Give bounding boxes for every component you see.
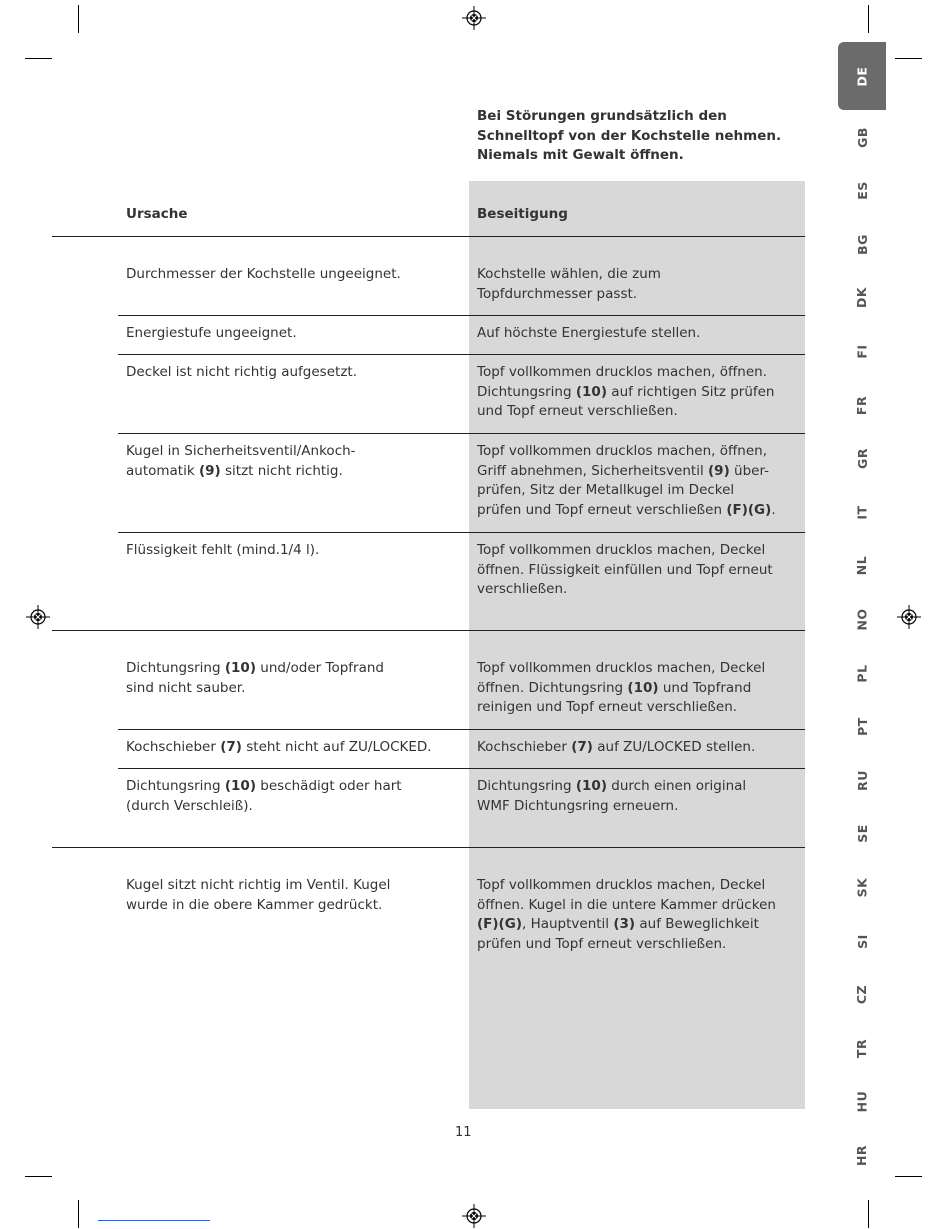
text-segment: wurde in die obere Kammer gedrückt. [126,896,383,913]
cause-line [126,876,456,896]
language-tab-label: SK [854,877,870,898]
language-tab-label: SE [854,824,870,844]
text-segment: steht nicht auf ZU/LOCKED. [241,739,432,755]
part-reference: (10) [627,679,659,696]
text-segment: Flüssigkeit fehlt (mind.1/4 l). [126,542,320,558]
text-segment: Dichtungsring [477,778,576,794]
notice-line: Schnelltopf von der Kochstelle nehmen. [477,127,782,144]
remedy-line [477,580,795,600]
text-segment: durch einen original [607,778,747,794]
cause-cell [126,442,456,481]
language-tab-fr[interactable] [838,378,886,432]
cause-line [126,738,456,758]
part-reference: (10) [224,660,256,676]
remedy-line [477,383,795,403]
remedy-line [477,265,795,285]
text-segment: Topfdurchmesser passt. [477,285,638,302]
remedy-line [477,738,795,758]
text-segment: prüfen und Topf erneut verschließen [477,501,727,518]
text-segment: , Hauptventil [521,916,614,932]
section-divider [52,630,805,631]
cause-cell [126,541,456,561]
remedy-line [477,324,795,344]
remedy-line [477,285,795,305]
crop-mark [895,1176,922,1177]
remedy-line [477,659,795,679]
language-tab-label: DE [854,66,870,86]
language-tab-bg[interactable] [838,217,886,271]
remedy-line [477,915,795,935]
text-segment: Auf höchste Energiestufe stellen. [477,325,701,341]
cause-line [126,462,456,482]
language-tab-label: RU [854,769,870,791]
text-segment: öffnen. Dichtungsring [477,679,628,696]
remedy-column-background [469,181,805,1109]
crop-mark [868,1200,869,1228]
row-divider [118,433,805,434]
text-segment: öffnen. Flüssigkeit einfüllen und Topf erneut [477,561,773,578]
language-tab-label: BG [854,233,870,255]
language-tab-label: GR [854,448,870,470]
language-tab-hu[interactable] [838,1075,886,1129]
cause-cell [126,324,456,344]
link-underline [98,1220,210,1221]
language-tab-hr[interactable] [838,1128,886,1182]
text-segment: Dichtungsring [477,383,576,400]
language-tab-de[interactable] [838,42,886,110]
remedy-cell [477,324,795,344]
crop-mark [78,5,79,33]
remedy-line [477,541,795,561]
crop-mark [78,1200,79,1228]
cause-line [126,541,456,561]
language-tab-label: GB [854,126,870,148]
notice-line: Bei Störungen grundsätzlich den [477,108,727,124]
part-reference: (F)(G) [477,916,522,932]
crop-mark [25,58,52,59]
remedy-line [477,481,795,501]
remedy-cell [477,738,795,758]
text-segment: beschädigt oder hart [256,778,402,794]
language-tab-label: CZ [854,984,870,1005]
remedy-line [477,561,795,581]
row-divider [118,532,805,533]
part-reference: (9) [198,462,221,479]
part-reference: (10) [224,778,256,794]
language-tab-label: SI [854,933,870,949]
language-tab-label: DK [854,287,870,309]
section-divider [52,236,805,237]
text-segment: auf richtigen Sitz prüfen [607,383,775,400]
cause-line [126,679,456,699]
language-tab-label: FR [854,395,870,415]
row-divider [118,315,805,316]
text-segment: Kochschieber [477,739,572,755]
language-tab-label: NO [854,608,870,631]
language-tab-label: PT [854,717,870,736]
text-segment: WMF Dichtungsring erneuern. [477,797,679,814]
remedy-line [477,462,795,482]
text-segment: automatik [126,462,199,479]
text-segment: über- [729,462,770,479]
row-divider [118,768,805,769]
row-divider [118,729,805,730]
cause-line [126,324,456,344]
language-tab-se[interactable] [838,807,886,861]
remedy-cell [477,777,795,816]
language-tab-pt[interactable] [838,700,886,754]
remedy-cell [477,442,795,520]
text-segment: Dichtungsring [126,660,225,676]
cause-cell [126,659,456,698]
text-segment: . [771,501,776,518]
language-tab-sk[interactable] [838,860,886,914]
cause-cell [126,265,456,285]
language-tab-cz[interactable] [838,968,886,1022]
language-tab-fi[interactable] [838,324,886,378]
remedy-cell [477,876,795,954]
text-segment: Topf vollkommen drucklos machen, Deckel [477,877,766,893]
text-segment: und Topfrand [658,679,752,696]
text-segment: und/oder Topfrand [256,660,384,676]
cause-line [126,363,456,383]
text-segment: Griff abnehmen, Sicherheitsventil [477,462,709,479]
safety-notice [477,107,797,166]
text-segment: (durch Verschleiß). [126,797,253,814]
row-divider [118,354,805,355]
remedy-line [477,402,795,422]
text-segment: prüfen, Sitz der Metallkugel im Deckel [477,482,735,498]
text-segment: Kugel in Sicherheitsventil/Ankoch- [126,443,356,459]
language-tab-label: TR [854,1038,870,1058]
language-tab-pl[interactable] [838,646,886,700]
text-segment: prüfen und Topf erneut verschließen. [477,935,727,952]
part-reference: (7) [571,739,593,755]
remedy-cell [477,541,795,600]
language-tab-es[interactable] [838,164,886,218]
crop-mark [868,5,869,33]
text-segment: Durchmesser der Kochstelle ungeeignet. [126,266,401,282]
part-reference: (9) [708,462,730,479]
cause-line [126,442,456,462]
remedy-line [477,679,795,699]
cause-cell [126,777,456,816]
text-segment: Energiestufe ungeeignet. [126,325,297,341]
text-segment: Topf vollkommen drucklos machen, öffnen, [477,443,767,459]
part-reference: (10) [575,383,607,400]
remedy-line [477,935,795,955]
language-tab-ru[interactable] [838,753,886,807]
text-segment: und Topf erneut verschließen. [477,403,678,419]
language-tab-nl[interactable] [838,539,886,593]
language-tab-tr[interactable] [838,1021,886,1075]
language-tab-no[interactable] [838,592,886,646]
cause-line [126,777,456,797]
text-segment: Topf vollkommen drucklos machen, Deckel [477,542,766,558]
remedy-cell [477,363,795,422]
language-tab-label: HU [854,1090,870,1113]
remedy-line [477,797,795,817]
language-tab-label: NL [854,556,870,576]
language-tab-label: PL [854,663,870,683]
registration-mark-icon [897,605,921,629]
remedy-line [477,501,795,521]
page-number: 11 [455,1125,472,1140]
cause-line [126,797,456,817]
part-reference: (3) [613,916,636,932]
cause-line [126,265,456,285]
section-divider [52,847,805,848]
remedy-cell [477,659,795,718]
language-tab-gr[interactable] [838,432,886,486]
remedy-line [477,363,795,383]
text-segment: Kugel sitzt nicht richtig im Ventil. Kugel [126,877,391,893]
language-tab-gb[interactable] [838,110,886,164]
text-segment: auf ZU/LOCKED stellen. [592,739,756,755]
remedy-line [477,698,795,718]
language-tab-label: HR [854,1144,870,1166]
language-tab-dk[interactable] [838,271,886,325]
text-segment: Kochstelle wählen, die zum [477,266,661,282]
cause-line [126,659,456,679]
part-reference: (7) [220,739,242,755]
cause-cell [126,363,456,383]
language-tab-label: ES [854,181,870,200]
cause-column-header: Ursache [126,206,188,222]
cause-cell [126,738,456,758]
registration-mark-icon [462,6,486,30]
registration-mark-icon [26,605,50,629]
text-segment: verschließen. [477,581,568,597]
crop-mark [895,58,922,59]
crop-mark [25,1176,52,1177]
notice-line: Niemals mit Gewalt öffnen. [477,147,684,163]
text-segment: sind nicht sauber. [126,679,246,696]
remedy-line [477,777,795,797]
language-tab-it[interactable] [838,485,886,539]
remedy-line [477,442,795,462]
language-tab-label: FI [854,344,870,359]
part-reference: (10) [575,778,607,794]
text-segment: Dichtungsring [126,778,225,794]
text-segment: Topf vollkommen drucklos machen, öffnen. [477,364,767,380]
text-segment: Topf vollkommen drucklos machen, Deckel [477,660,766,676]
text-segment: sitzt nicht richtig. [220,462,343,479]
language-tab-label: IT [854,505,870,520]
remedy-column-header: Beseitigung [477,206,568,222]
cause-line [126,896,456,916]
text-segment: auf Beweglichkeit [635,916,759,932]
remedy-line [477,896,795,916]
text-segment: öffnen. Kugel in die untere Kammer drücken [477,896,776,913]
text-segment: Deckel ist nicht richtig aufgesetzt. [126,364,357,380]
text-segment: Kochschieber [126,739,221,755]
part-reference: (F)(G) [726,501,772,518]
language-tab-si[interactable] [838,914,886,968]
text-segment: reinigen und Topf erneut verschließen. [477,699,738,715]
remedy-line [477,876,795,896]
remedy-cell [477,265,795,304]
registration-mark-icon [462,1204,486,1228]
cause-cell [126,876,456,915]
